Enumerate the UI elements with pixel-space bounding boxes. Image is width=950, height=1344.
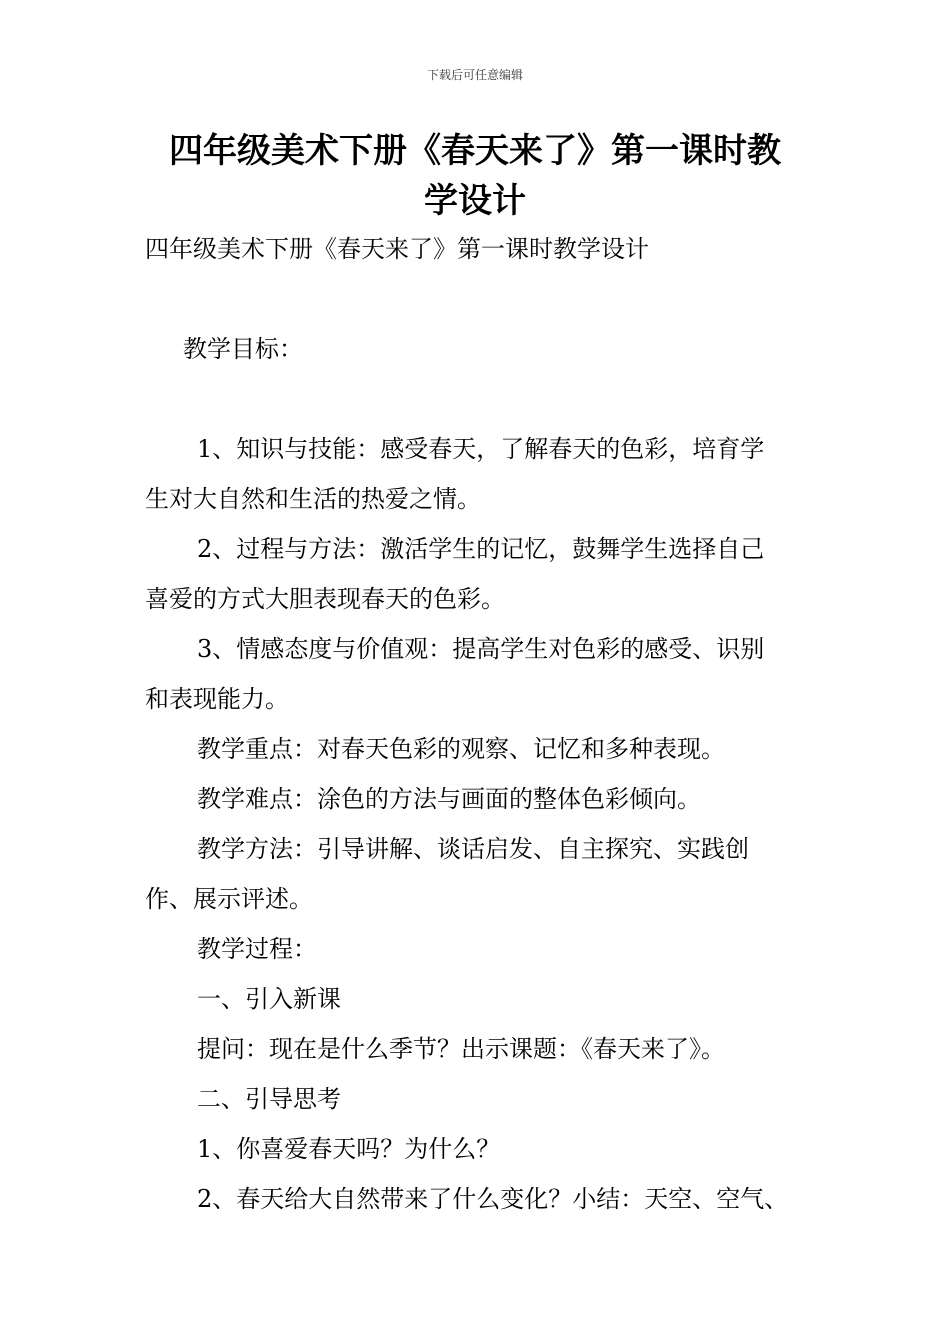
objective-3-line-1: 3、情感态度与价值观：提高学生对色彩的感受、识别 <box>197 635 765 663</box>
title-line-1: 四年级美术下册《春天来了》第一课时教 <box>169 131 781 171</box>
spacer <box>145 374 825 424</box>
section-1-heading: 一、引入新课 <box>197 985 341 1013</box>
section-2-heading: 二、引导思考 <box>197 1085 341 1113</box>
key-point: 教学重点：对春天色彩的观察、记忆和多种表现。 <box>197 735 725 763</box>
document-body <box>145 224 825 1224</box>
objective-2-line-1: 2、过程与方法：激活学生的记忆，鼓舞学生选择自己 <box>197 535 765 563</box>
header-note: 下载后可任意编辑 <box>426 68 523 82</box>
methods-line-1: 教学方法：引导讲解、谈话启发、自主探究、实践创 <box>197 835 749 863</box>
subtitle: 四年级美术下册《春天来了》第一课时教学设计 <box>145 235 649 263</box>
objective-1-line-1: 1、知识与技能：感受春天，了解春天的色彩，培育学 <box>197 435 765 463</box>
title-line-2: 学设计 <box>424 181 526 221</box>
document-title <box>140 126 810 226</box>
process-heading: 教学过程： <box>197 935 317 963</box>
objectives-heading: 教学目标： <box>183 335 303 363</box>
question-1: 1、你喜爱春天吗？为什么？ <box>197 1135 501 1163</box>
section-1-text: 提问：现在是什么季节？出示课题：《春天来了》。 <box>197 1035 725 1063</box>
difficulty: 教学难点：涂色的方法与画面的整体色彩倾向。 <box>197 785 701 813</box>
objective-3-line-2: 和表现能力。 <box>145 685 289 713</box>
question-2: 2、春天给大自然带来了什么变化？小结：天空、空气、 <box>197 1185 789 1213</box>
objective-1-line-2: 生对大自然和生活的热爱之情。 <box>145 485 481 513</box>
objective-2-line-2: 喜爱的方式大胆表现春天的色彩。 <box>145 585 505 613</box>
spacer <box>145 274 825 324</box>
methods-line-2: 作、展示评述。 <box>145 885 313 913</box>
